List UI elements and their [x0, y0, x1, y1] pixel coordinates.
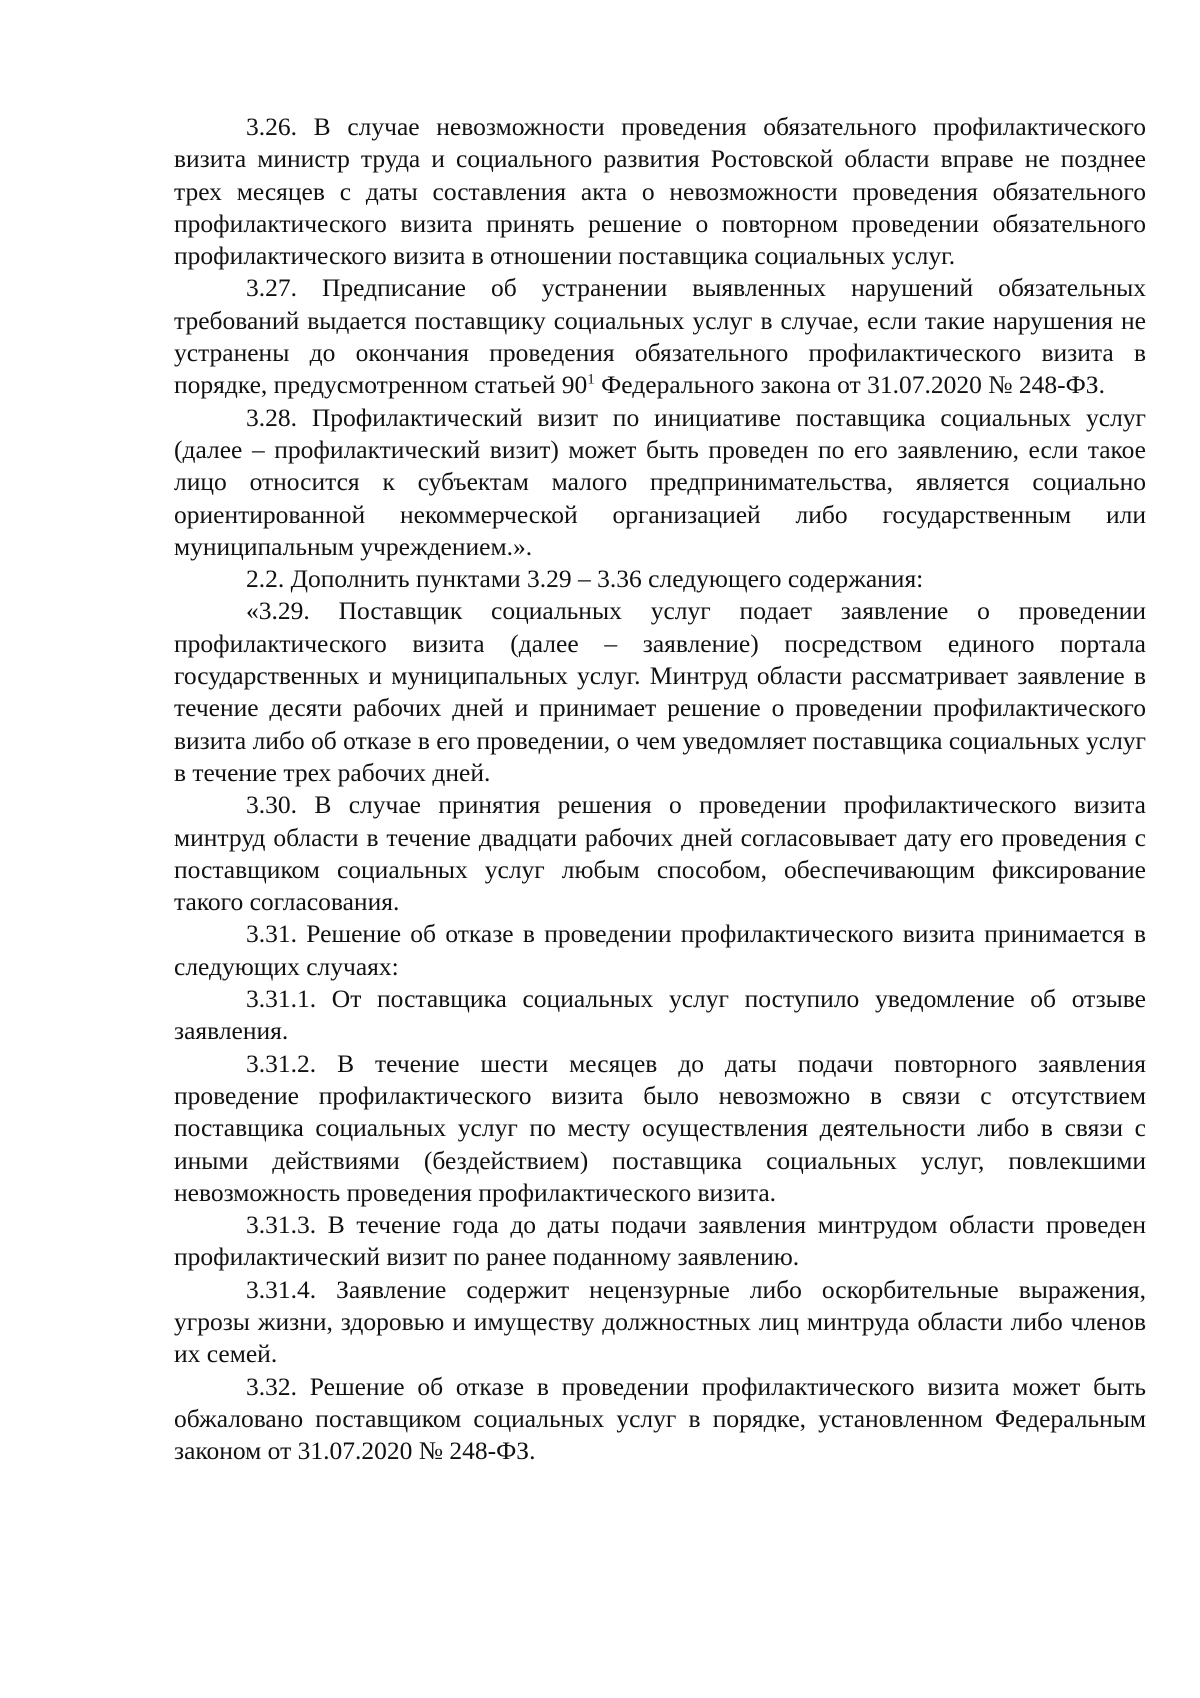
paragraph-3-26: 3.26. В случае невозможности проведения обязательного профилактического визита министр труда и социального развития Ростовской области вправе не позднее трех месяцев с даты составления акта о невозможности проведения обязательного профилактического визита принять решение о повторном проведении обязательного профилактического визита в отношении поставщика социальных услуг. — [174, 112, 1146, 271]
paragraph-3-31-3: 3.31.3. В течение года до даты подачи заявления минтрудом области проведен профилактический визит по ранее поданному заявлению. — [174, 1210, 1146, 1272]
paragraph-3-31-1: 3.31.1. От поставщика социальных услуг поступило уведомление об отзыве заявления. — [174, 984, 1146, 1046]
paragraph-3-31-2: 3.31.2. В течение шести месяцев до даты подачи повторного заявления проведение профилактического визита было невозможно в связи с отсутствием поставщика социальных услуг по месту осуществления деятельности либо в связи с иными действиями (бездействием) поставщика социальных услуг, повлекшими невозможность проведения профилактического визита. — [174, 1048, 1146, 1207]
paragraph-3-32: 3.32. Решение об отказе в проведении профилактического визита может быть обжаловано поставщиком социальных услуг в порядке, установленном Федеральным законом от 31.07.2020 № 248-ФЗ. — [174, 1371, 1146, 1466]
superscript-mark: 1 — [587, 371, 595, 388]
paragraph-2-2: 2.2. Дополнить пунктами 3.29 – 3.36 следующего содержания: — [246, 564, 924, 594]
paragraph-3-28: 3.28. Профилактический визит по инициативе поставщика социальных услуг (далее – профилактический визит) может быть проведен по его заявлению, если такое лицо относится к субъектам малого предпринимательства, является социально ориентированной некоммерческой организацией либо государственным или муниципальным учреждением.». — [174, 402, 1146, 561]
document-page — [174, 111, 1146, 1467]
paragraph-3-27 — [174, 272, 1146, 401]
paragraph-3-27-text-before: 3.27. Предписание об устранении выявленных нарушений обязательных требований выдается поставщику социальных услуг в случае, если такие нарушения не устранены до окончания проведения обязательного профилактического визита в порядке, предусмотренном статьей 90 — [174, 273, 1146, 400]
paragraph-3-31: 3.31. Решение об отказе в проведении профилактического визита принимается в следующих случаях: — [174, 919, 1146, 981]
paragraph-3-30: 3.30. В случае принятия решения о проведении профилактического визита минтруд области в течение двадцати рабочих дней согласовывает дату его проведения с поставщиком социальных услуг любым способом, обеспечивающим фиксирование такого согласования. — [174, 790, 1146, 917]
paragraph-3-31-4: 3.31.4. Заявление содержит нецензурные либо оскорбительные выражения, угрозы жизни, здоровью и имуществу должностных лиц минтруда области либо членов их семей. — [174, 1274, 1146, 1369]
paragraph-3-27-text-after: Федерального закона от 31.07.2020 № 248-ФЗ. — [594, 370, 1105, 400]
paragraph-3-29: «3.29. Поставщик социальных услуг подает заявление о проведении профилактического визита (далее – заявление) посредством единого портала государственных и муниципальных услуг. Минтруд области рассматривает заявление в течение десяти рабочих дней и принимает решение о проведении профилактического визита либо об отказе в его проведении, о чем уведомляет поставщика социальных услуг в течение трех рабочих дней. — [174, 596, 1146, 787]
